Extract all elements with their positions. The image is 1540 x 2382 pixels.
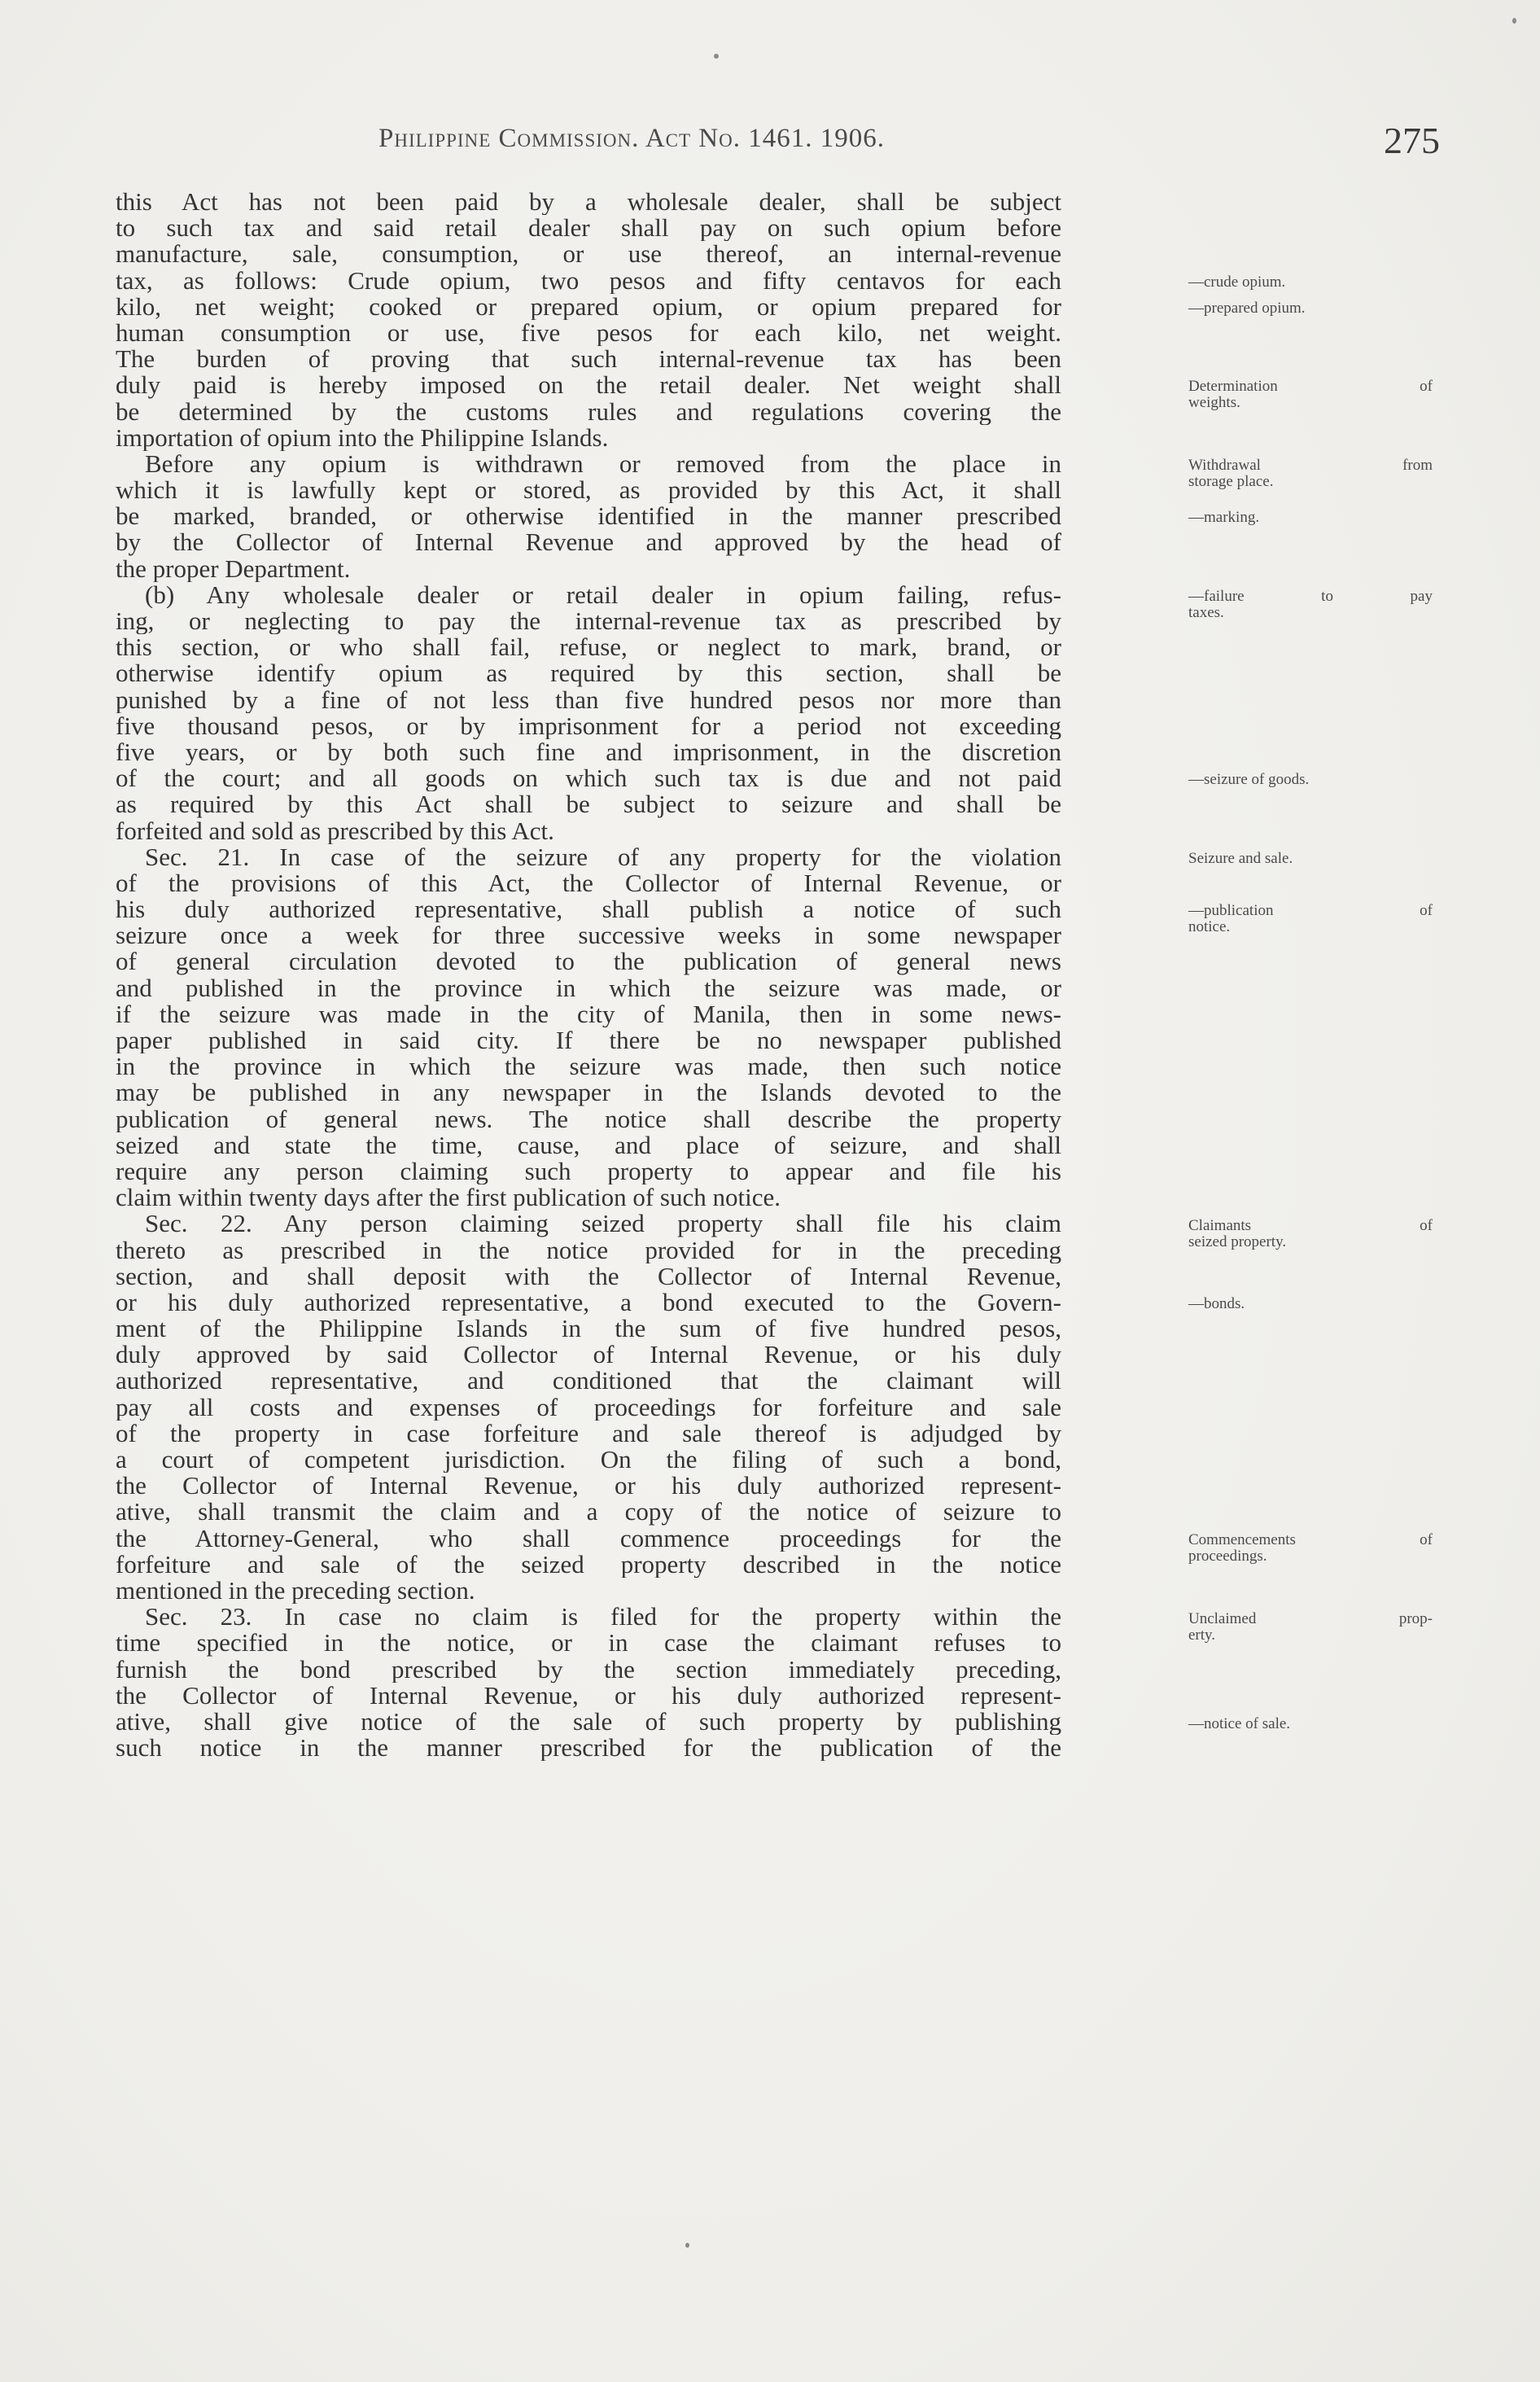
- margin-note-line: taxes.: [1188, 604, 1224, 621]
- margin-note: [1188, 510, 1433, 526]
- margin-note-line: storage place.: [1188, 473, 1274, 490]
- text-line: Before any opium is withdrawn or removed from the place in: [145, 450, 1061, 478]
- margin-note-line: Commencements of: [1188, 1531, 1433, 1549]
- text-line: Sec. 21. In case of the seizure of any property for the violation: [145, 843, 1061, 870]
- text-line: this section, or who shall fail, refuse, or neglect to mark, brand, or: [116, 634, 1061, 661]
- margin-note-line: Determination of: [1188, 378, 1433, 396]
- text-line: his duly authorized representative, shall publish a notice of such: [116, 896, 1061, 923]
- text-line: importation of opium into the Philippine Islands.: [116, 424, 609, 451]
- margin-note: [1188, 1218, 1433, 1250]
- text-line: ative, shall transmit the claim and a copy of the notice of seizure to: [116, 1499, 1061, 1526]
- running-head: Philippine Commission. Act No. 1461. 1906.: [378, 124, 885, 153]
- text-line: as required by this Act shall be subject to seizure and shall be: [116, 791, 1061, 818]
- margin-note: [1188, 903, 1433, 935]
- text-line: seized and state the time, cause, and place of seizure, and shall: [116, 1132, 1061, 1158]
- text-line: duly paid is hereby imposed on the retail dealer. Net weight shall: [116, 372, 1061, 399]
- margin-note: [1188, 379, 1433, 411]
- text-line: five thousand pesos, or by imprisonment for a period not exceeding: [116, 712, 1061, 739]
- text-line: by the Collector of Internal Revenue and approved by the head of: [116, 529, 1061, 556]
- text-line: publication of general news. The notice shall describe the property: [116, 1106, 1061, 1132]
- text-line: paper published in said city. If there be no newspaper published: [116, 1027, 1061, 1054]
- text-line: tax, as follows: Crude opium, two pesos and fifty centavos for each: [116, 267, 1061, 294]
- ink-speck: [714, 54, 719, 59]
- text-line: time specified in the notice, or in case the claimant refuses to: [116, 1630, 1061, 1657]
- text-line: ative, shall give notice of the sale of such property by publishing: [116, 1708, 1061, 1736]
- margin-note-line: —bonds.: [1188, 1295, 1245, 1313]
- text-line: be marked, branded, or otherwise identified in the manner prescribed: [116, 503, 1061, 530]
- text-line: of the court; and all goods on which such tax is due and not paid: [116, 765, 1061, 792]
- text-line: in the province in which the seizure was made, then such notice: [116, 1053, 1061, 1080]
- text-line: seizure once a week for three successive weeks in some newspaper: [116, 922, 1061, 949]
- margin-note-line: —crude opium.: [1188, 273, 1286, 291]
- text-line: furnish the bond prescribed by the section immediately preceding,: [116, 1656, 1061, 1683]
- text-line: or his duly authorized representative, a bond executed to the Govern-: [116, 1289, 1061, 1316]
- margin-note-line: —marking.: [1188, 509, 1260, 527]
- margin-note-line: erty.: [1188, 1626, 1216, 1644]
- margin-note: [1188, 274, 1433, 291]
- margin-note-line: Claimants of: [1188, 1216, 1433, 1234]
- text-line: and published in the province in which the seizure was made, or: [116, 974, 1061, 1001]
- text-line: forfeiture and sale of the seized property described in the notice: [116, 1551, 1061, 1578]
- text-line: to such tax and said retail dealer shall pay on such opium before: [116, 215, 1061, 242]
- margin-note: [1188, 1296, 1433, 1312]
- margin-note-line: —prepared opium.: [1188, 299, 1306, 317]
- ink-speck: [685, 2243, 689, 2248]
- text-line: authorized representative, and conditioned that the claimant will: [116, 1368, 1061, 1395]
- page-header: [0, 120, 1540, 173]
- text-line: of general circulation devoted to the publication of general news: [116, 948, 1061, 975]
- text-line: the Attorney-General, who shall commence proceedings for the: [116, 1525, 1061, 1552]
- text-line: mentioned in the preceding section.: [116, 1577, 475, 1605]
- text-line: manufacture, sale, consumption, or use thereof, an internal-revenue: [116, 241, 1061, 268]
- margin-note-line: proceedings.: [1188, 1548, 1267, 1565]
- text-line: ment of the Philippine Islands in the sum of five hundred pesos,: [116, 1316, 1061, 1342]
- margin-note-line: Withdrawal from: [1188, 457, 1433, 474]
- text-line: Sec. 22. Any person claiming seized property shall file his claim: [145, 1211, 1061, 1237]
- text-line: human consumption or use, five pesos for each kilo, net weight.: [116, 319, 1061, 347]
- text-line: which it is lawfully kept or stored, as provided by this Act, it shall: [116, 477, 1061, 504]
- text-line: the proper Department.: [116, 555, 351, 582]
- text-line: may be published in any newspaper in the Islands devoted to the: [116, 1079, 1061, 1106]
- text-line: such notice in the manner prescribed for the publication of the: [116, 1735, 1061, 1762]
- margin-note: [1188, 851, 1433, 867]
- text-line: if the seizure was made in the city of Manila, then in some news-: [116, 1001, 1061, 1027]
- text-line: (b) Any wholesale dealer or retail dealer in opium failing, refus-: [145, 581, 1061, 608]
- margin-note: [1188, 300, 1433, 317]
- margin-note-line: seized property.: [1188, 1233, 1287, 1250]
- text-line: The burden of proving that such internal-revenue tax has been: [116, 346, 1061, 373]
- margin-note-line: —notice of sale.: [1188, 1714, 1291, 1732]
- text-line: duly approved by said Collector of Internal Revenue, or his duly: [116, 1342, 1061, 1368]
- margin-note: [1188, 589, 1433, 621]
- text-line: ing, or neglecting to pay the internal-revenue tax as prescribed by: [116, 608, 1061, 635]
- text-line: kilo, net weight; cooked or prepared opium, or opium prepared for: [116, 293, 1061, 320]
- margin-note-line: —publication of: [1188, 902, 1433, 920]
- margin-note-line: Unclaimed prop-: [1188, 1609, 1433, 1627]
- text-line: a court of competent jurisdiction. On the filing of such a bond,: [116, 1447, 1061, 1473]
- text-line: pay all costs and expenses of proceedings for forfeiture and sale: [116, 1394, 1061, 1421]
- text-line: punished by a fine of not less than five hundred pesos nor more than: [116, 686, 1061, 713]
- text-line: of the property in case forfeiture and sale thereof is adjudged by: [116, 1420, 1061, 1447]
- margin-note: [1188, 1716, 1433, 1732]
- ink-speck: [1512, 18, 1516, 24]
- margin-note: [1188, 772, 1433, 788]
- margin-note-line: Seizure and sale.: [1188, 850, 1293, 867]
- text-line: claim within twenty days after the first publication of such notice.: [116, 1184, 781, 1211]
- margin-note: [1188, 1611, 1433, 1644]
- page-number: 275: [1384, 120, 1440, 161]
- text-line: the Collector of Internal Revenue, or his duly authorized represent-: [116, 1682, 1061, 1709]
- text-line: the Collector of Internal Revenue, or his duly authorized represent-: [116, 1473, 1061, 1500]
- text-line: five years, or by both such fine and imprisonment, in the discretion: [116, 738, 1061, 766]
- text-line: section, and shall deposit with the Collector of Internal Revenue,: [116, 1263, 1061, 1290]
- margin-note-line: notice.: [1188, 918, 1231, 936]
- margin-note-line: weights.: [1188, 394, 1240, 412]
- margin-note-line: —seizure of goods.: [1188, 771, 1310, 789]
- text-line: forfeited and sold as prescribed by this Act.: [116, 817, 554, 844]
- text-line: Sec. 23. In case no claim is filed for the property within the: [145, 1604, 1061, 1631]
- margin-note: [1188, 1532, 1433, 1565]
- text-line: be determined by the customs rules and regulations covering the: [116, 398, 1061, 425]
- text-line: of the provisions of this Act, the Collector of Internal Revenue, or: [116, 869, 1061, 897]
- text-line: thereto as prescribed in the notice provided for in the preceding: [116, 1237, 1061, 1263]
- text-line: this Act has not been paid by a wholesale dealer, shall be subject: [116, 189, 1061, 216]
- margin-note-line: —failure to pay: [1188, 588, 1433, 605]
- margin-note: [1188, 458, 1433, 490]
- body-text: [116, 189, 1433, 1762]
- text-line: otherwise identify opium as required by this section, shall be: [116, 660, 1061, 687]
- text-line: require any person claiming such property to appear and file his: [116, 1158, 1061, 1185]
